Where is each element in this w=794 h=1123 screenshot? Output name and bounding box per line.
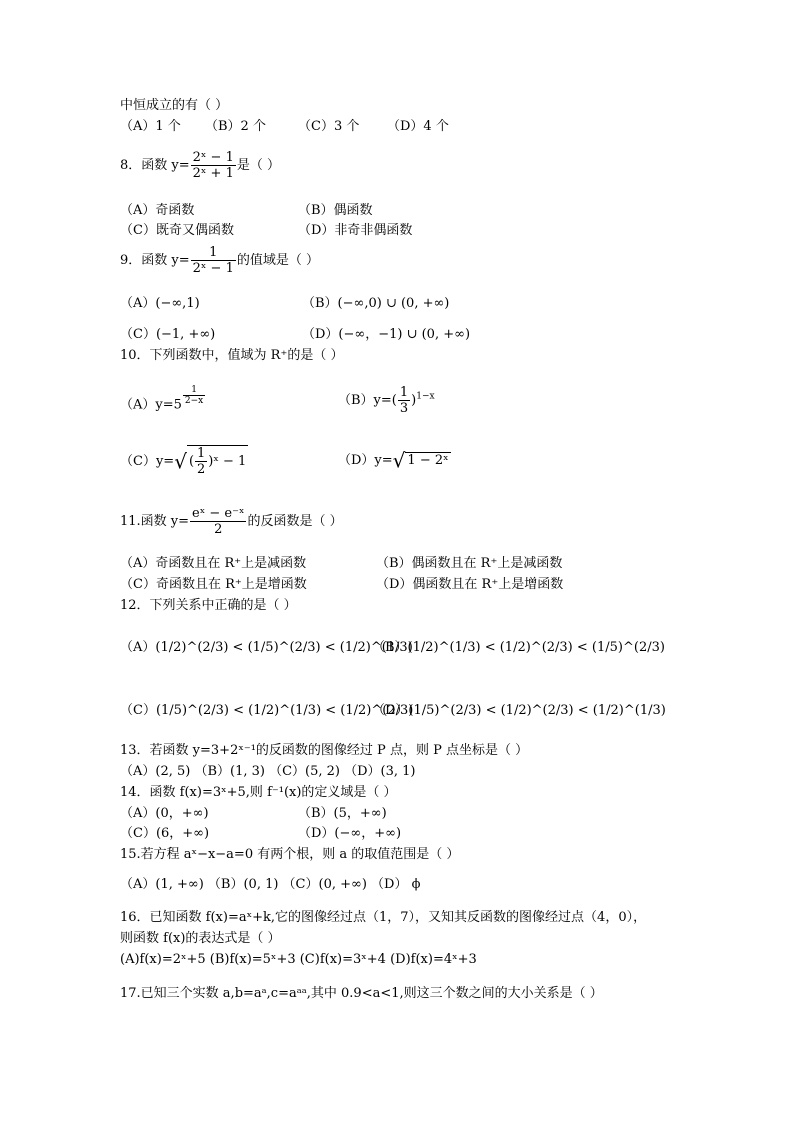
q9-option-d: （D）(−∞，−1) ∪ (0, +∞) bbox=[302, 327, 471, 342]
intro-line: 中恒成立的有（ ） bbox=[120, 98, 229, 113]
q12-option-d: （D）(1/5)^(2/3) < (1/2)^(2/3) < (1/2)^(1/3) bbox=[372, 703, 666, 718]
q7-option-b: （B）2 个 bbox=[205, 119, 266, 134]
q16-stem-line2: 则函数 f(x)的表达式是（ ） bbox=[120, 931, 281, 946]
q15-stem: 15.若方程 aˣ−x−a=0 有两个根，则 a 的取值范围是（ ） bbox=[120, 847, 460, 862]
q9-option-c: （C）(−1, +∞) bbox=[120, 327, 216, 342]
q8-option-d: （D）非奇非偶函数 bbox=[298, 223, 413, 238]
q7-option-c: （C）3 个 bbox=[298, 119, 360, 134]
q7-option-d: （D）4 个 bbox=[387, 119, 449, 134]
q15-options: （A）(1, +∞) （B）(0, 1) （C）(0, +∞) （D） ϕ bbox=[120, 877, 421, 892]
q8-option-c: （C）既奇又偶函数 bbox=[120, 223, 234, 238]
q11-option-c: （C）奇函数且在 R⁺上是增函数 bbox=[120, 577, 307, 592]
q9-option-a: （A）(−∞,1) bbox=[120, 296, 200, 311]
q11-stem: 11.函数 y= $\frac{\text{eˣ − e⁻ˣ}}{2}$ 的反函数是（ ） bbox=[120, 506, 343, 537]
q13-options: （A）(2, 5) （B）(1, 3) （C）(5, 2) （D）(3, 1) bbox=[120, 764, 416, 779]
q16-options: (A)f(x)=2ˣ+5 (B)f(x)=5ˣ+3 (C)f(x)=3ˣ+4 (D)f(x)=4ˣ+3 bbox=[120, 952, 477, 967]
q10-option-d: （D）y=√ 1 − 2ˣ bbox=[338, 448, 449, 473]
q11-option-a: （A）奇函数且在 R⁺上是减函数 bbox=[120, 556, 307, 571]
q12-stem: 12．下列关系中正确的是（ ） bbox=[120, 598, 297, 613]
q11-option-d: （D）偶函数且在 R⁺上是增函数 bbox=[376, 577, 564, 592]
q8-option-b: （B）偶函数 bbox=[298, 203, 373, 218]
q10-option-b: （B）y=( $\frac{1}{3}$ )$^{1-x}$ bbox=[338, 385, 435, 416]
q9-stem: 9．函数 y= $\frac{1}{\text{2ˣ − 1}}$ 的值域是（ ） bbox=[120, 245, 319, 276]
q17-stem: 17.已知三个实数 a,b=aᵃ,c=aᵃᵃ,其中 0.9<a<1,则这三个数之间的大小关系是（ ） bbox=[120, 986, 603, 1001]
q14-option-a: （A）(0，+∞) bbox=[120, 806, 209, 821]
q14-stem: 14．函数 f(x)=3ˣ+5,则 f⁻¹(x)的定义域是（ ） bbox=[120, 785, 397, 800]
q11-option-b: （B）偶函数且在 R⁺上是减函数 bbox=[376, 556, 563, 571]
q12-option-a: （A）(1/2)^(2/3) < (1/5)^(2/3) < (1/2)^(1/3) bbox=[120, 640, 413, 655]
q9-option-b: （B）(−∞,0) ∪ (0, +∞) bbox=[302, 296, 450, 311]
q10-stem: 10．下列函数中，值域为 R⁺的是（ ） bbox=[120, 348, 344, 363]
q14-option-c: （C）(6，+∞) bbox=[120, 826, 210, 841]
q12-option-b: （B）(1/2)^(1/3) < (1/2)^(2/3) < (1/5)^(2/3) bbox=[372, 640, 665, 655]
q16-stem-line1: 16．已知函数 f(x)=aˣ+k,它的图像经过点（1，7），又知其反函数的图像经过点（4，0）， bbox=[120, 910, 647, 925]
q13-stem: 13．若函数 y=3+2ˣ⁻¹的反函数的图像经过 P 点，则 P 点坐标是（ ） bbox=[120, 743, 529, 758]
q8-option-a: （A）奇函数 bbox=[120, 203, 195, 218]
q10-option-a: （A）y=5 $\frac{1}{2-x}$ bbox=[120, 385, 204, 413]
q14-option-d: （D）(−∞，+∞) bbox=[298, 826, 402, 841]
q10-option-c: （C）y=√ ( $\frac{1}{2}$ )ˣ − 1 bbox=[120, 446, 247, 477]
q8-stem: 8．函数 y= $\frac{\text{2ˣ − 1}}{\text{2ˣ + 1}}$ 是（ ） bbox=[120, 150, 280, 181]
q7-option-a: （A）1 个 bbox=[120, 119, 181, 134]
q14-option-b: （B）(5，+∞) bbox=[298, 806, 387, 821]
q12-option-c: （C）(1/5)^(2/3) < (1/2)^(1/3) < (1/2)^(2/3) bbox=[120, 703, 414, 718]
